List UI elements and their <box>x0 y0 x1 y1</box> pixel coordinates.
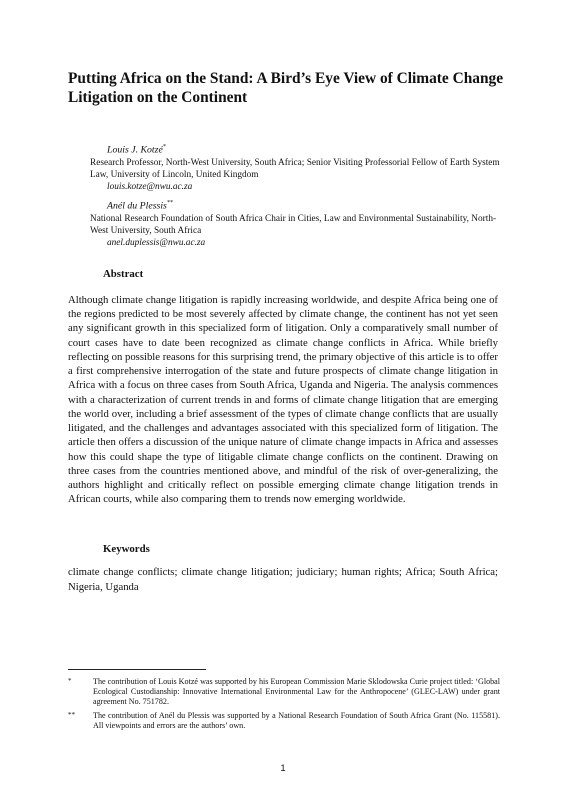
abstract-heading: Abstract <box>103 268 144 280</box>
footnote-text: The contribution of Anél du Plessis was supported by a National Research Foundation of South Africa Grant (No. 115581). All viewpoints and errors are the authors’ own. <box>93 711 500 731</box>
author-affiliation: Research Professor, North-West University, South Africa; Senior Visiting Professorial Fellow of Earth System Law, University of Lincoln, United Kingdom <box>90 157 500 180</box>
author-affiliation: National Research Foundation of South Africa Chair in Cities, Law and Environmental Sustainability, North-West University, South Africa <box>90 213 497 236</box>
footnote-mark: * <box>68 677 72 685</box>
footnote-2 <box>68 711 500 731</box>
author-block-du-plessis <box>90 197 510 249</box>
author-name: Anél du Plessis** <box>107 200 173 212</box>
abstract-text: Although climate change litigation is rapidly increasing worldwide, and despite Africa being one of the regions predicted to be most severely affected by climate change, the continent has not yet seen any significant growth in this specialized form of litigation. Only a comparatively small number of court cases have to date been recognized as climate change conflicts in Africa. While briefly reflecting on possible reasons for this surprising trend, the primary objective of this article is to offer a first comprehensive interrogation of the state and future prospects of climate change litigation in Africa with a focus on three cases from South Africa, Uganda and Nigeria. The analysis commences with a characterization of current trends in and forms of climate change litigation that are emerging the world over, including a brief assessment of the types of climate change conflicts that are usually litigated, and the challenges and advantages associated with this specialized form of litigation. The article then offers a discussion of the unique nature of climate change impacts in Africa and assesses how this could shape the type of litigable climate change conflicts on the continent. Drawing on three cases from the countries mentioned above, and mindful of the risk of over-generalizing, the authors highlight and critically reflect on possible emerging climate change litigation trends in African courts, while also comparing them to trends now emerging worldwide. <box>68 294 498 506</box>
author-footnote-mark: * <box>162 144 166 150</box>
keywords-text: climate change conflicts; climate change litigation; judiciary; human rights; Africa; South Africa; Nigeria, Uganda <box>68 566 498 593</box>
author-email: louis.kotze@nwu.ac.za <box>107 182 193 193</box>
author-email: anel.duplessis@nwu.ac.za <box>107 238 206 249</box>
keywords-heading: Keywords <box>103 543 150 555</box>
footnote-1 <box>68 677 500 707</box>
author-block-kotze <box>90 141 510 193</box>
footnote-text: The contribution of Louis Kotzé was supported by his European Commission Marie Sklodowska Curie project titled: ‘Global Ecological Custodianship: Innovative International Environmental Law for the Anthropocene’ (GLEC-LAW) under grant agreement No. 751782. <box>93 677 500 707</box>
author-footnote-mark: ** <box>166 200 173 206</box>
author-name: Louis J. Kotzé* <box>107 144 166 156</box>
page-number: 1 <box>280 763 286 774</box>
footnote-divider <box>68 669 206 670</box>
paper-title: Putting Africa on the Stand: A Bird’s Eye View of Climate Change Litigation on the Continent <box>68 70 504 106</box>
footnote-mark: ** <box>68 711 75 719</box>
